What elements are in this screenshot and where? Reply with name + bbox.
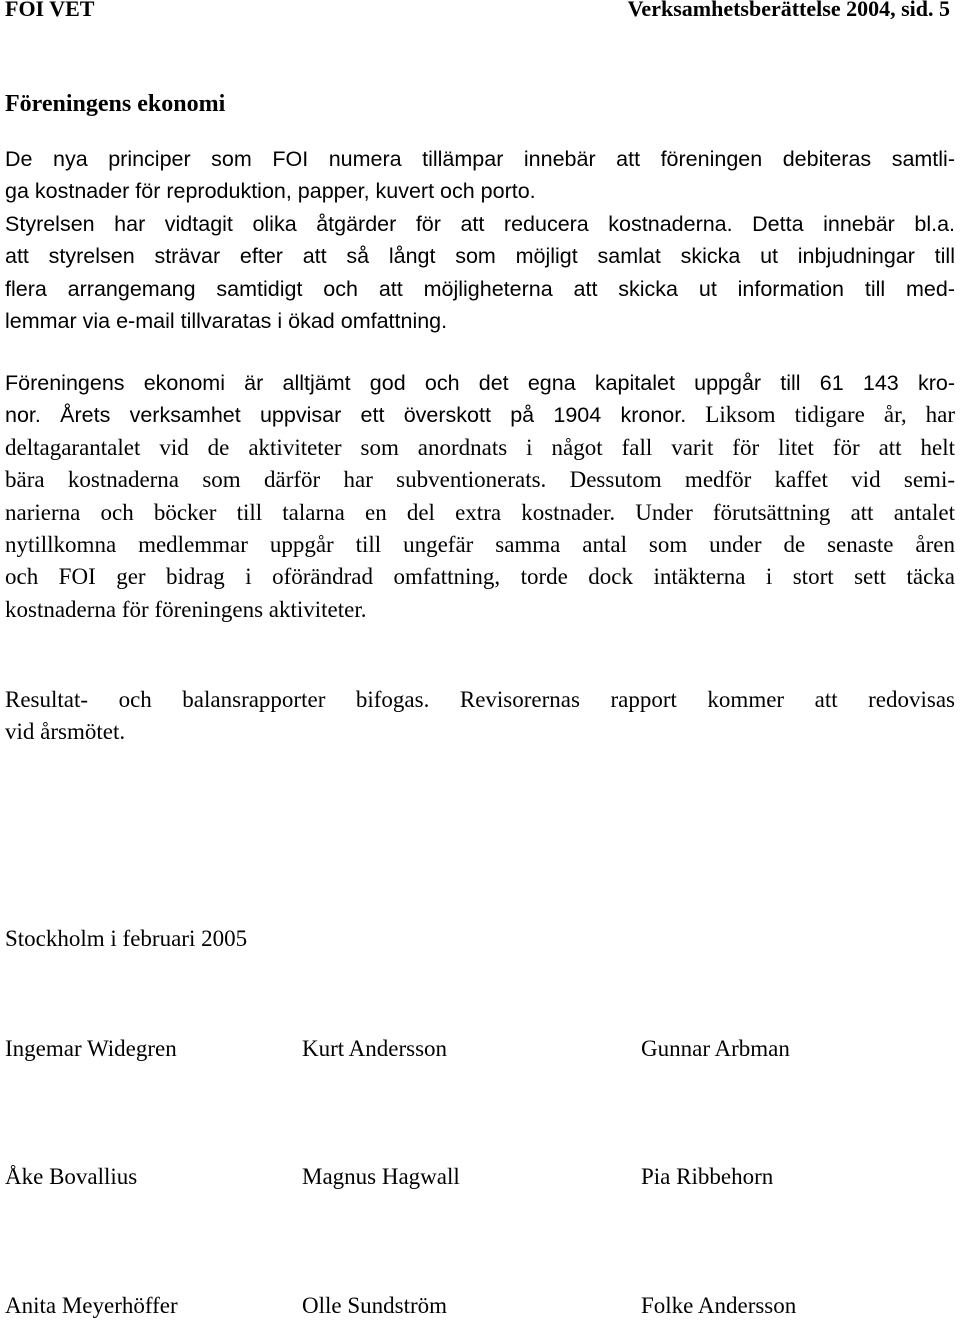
paragraph-line: nytillkomna medlemmar uppgår till ungefär samma antal som under de senaste åren: [5, 532, 955, 558]
paragraph-line: att styrelsen strävar efter att så långt som möjligt samlat skicka ut inbjudningar till: [5, 244, 955, 269]
signatory-name: Olle Sundström: [302, 1293, 448, 1318]
paragraph-segment: Liksom tidigare år, har: [686, 402, 956, 428]
paragraph-line: och FOI ger bidrag i oförändrad omfattning, torde dock intäkterna i stort sett täcka: [5, 564, 955, 590]
paragraph-line: Resultat- och balansrapporter bifogas. Revisorernas rapport kommer att redovisas: [5, 687, 955, 712]
signatory-name: Ingemar Widegren: [5, 1036, 177, 1061]
signatory-name: Pia Ribbehorn: [641, 1164, 774, 1189]
signatory-name: Anita Meyerhöffer: [5, 1293, 178, 1318]
signatory-name: Åke Bovallius: [5, 1164, 138, 1189]
signatory-name: Gunnar Arbman: [641, 1036, 790, 1061]
signatory-name: Folke Andersson: [641, 1293, 797, 1318]
paragraph-line: vid årsmötet.: [5, 719, 126, 745]
paragraph-line: Styrelsen har vidtagit olika åtgärder för att reducera kostnaderna. Detta innebär bl.a.: [5, 211, 955, 236]
paragraph-line: deltagarantalet vid de aktiviteter som anordnats i något fall varit för litet för att helt: [5, 434, 955, 460]
paragraph-line: De nya principer som FOI numera tillämpar innebär att föreningen debiteras samtli-: [5, 147, 955, 171]
signatory-name: Magnus Hagwall: [302, 1164, 460, 1189]
paragraph-line: ga kostnader för reproduktion, papper, kuvert och porto.: [5, 179, 536, 204]
signatory-name: Kurt Andersson: [302, 1036, 448, 1061]
header-publication: FOI VET: [5, 0, 95, 21]
paragraph-line: lemmar via e-mail tillvaratas i ökad omfattning.: [5, 309, 448, 334]
paragraph-segment: nor. Årets verksamhet uppvisar ett överskott på 1904 kronor.: [5, 403, 687, 428]
paragraph-economy: [5, 367, 955, 626]
section-title: Föreningens ekonomi: [5, 91, 226, 117]
paragraph-line: flera arrangemang samtidigt och att möjligheterna att skicka ut information till med-: [5, 276, 955, 301]
header-page-info: Verksamhetsberättelse 2004, sid. 5: [627, 0, 950, 21]
paragraph-reports: [5, 684, 955, 749]
paragraph-line: bära kostnaderna som därför har subventionerats. Dessutom medför kaffet vid semi-: [5, 467, 955, 493]
paragraph-line: narierna och böcker till talarna en del extra kostnader. Under förutsättning att antalet: [5, 499, 955, 525]
paragraph-costs: [5, 143, 955, 337]
paragraph-line: Föreningens ekonomi är alltjämt god och det egna kapitalet uppgår till 61 143 kro-: [5, 371, 955, 395]
paragraph-line-mixed: [5, 399, 955, 431]
page-header: [5, 0, 950, 24]
place-and-date: Stockholm i februari 2005: [5, 926, 248, 951]
paragraph-line: kostnaderna för föreningens aktiviteter.: [5, 596, 367, 622]
